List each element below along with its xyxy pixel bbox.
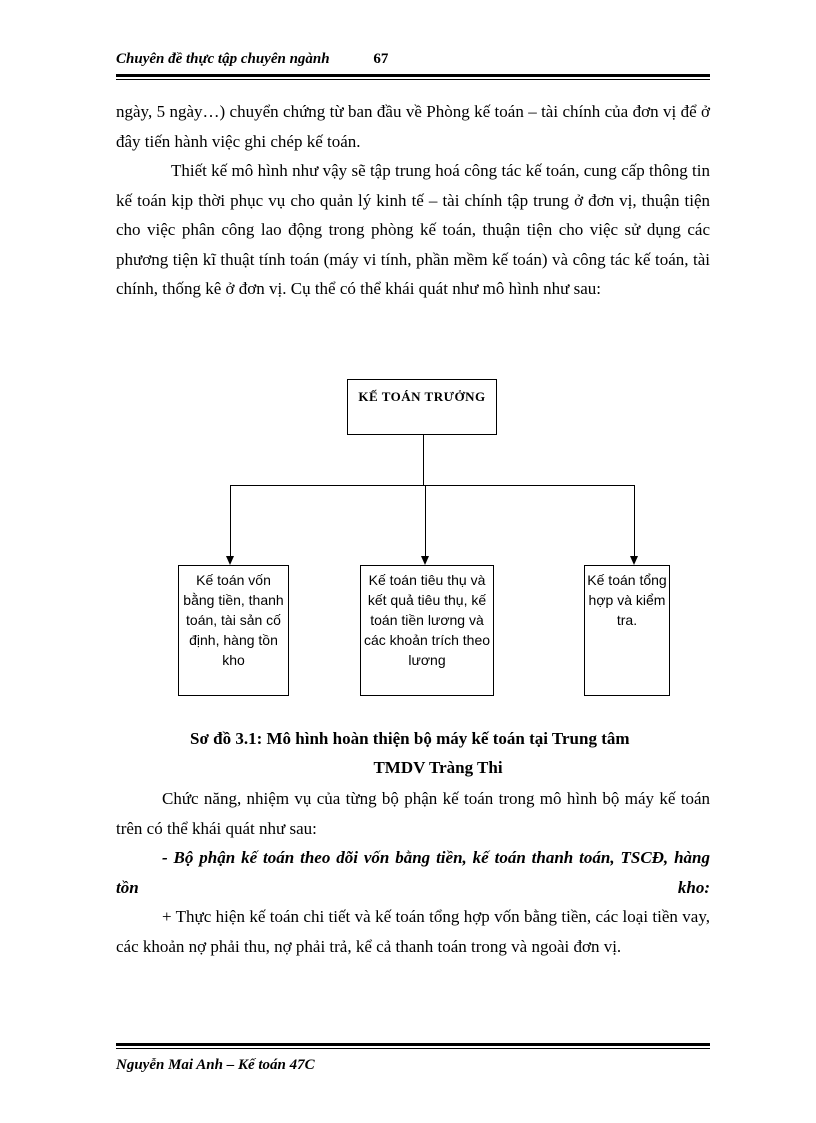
connector-vertical-main	[423, 435, 424, 485]
page-footer	[116, 1043, 710, 1074]
diagram-caption	[116, 724, 710, 782]
connector-middle	[425, 485, 426, 557]
paragraph-2: Thiết kế mô hình như vậy sẽ tập trung hoá công tác kế toán, cung cấp thông tin kế toán kịp thời phục vụ cho quản lý kinh tế – tài chính tập trung ở đơn vị, thuận tiện cho việc phân công lao động trong phòng kế toán, thuận tiện cho việc sử dụng các phương tiện kĩ thuật tính toán (máy vi tính, phần mềm kế toán) và công tác kế toán, tài chính, thống kê ở đơn vị. Cụ thể có thể khái quát như mô hình như sau:	[116, 161, 710, 298]
header-line	[116, 48, 710, 70]
page-header	[116, 48, 710, 80]
paragraph-5: + Thực hiện kế toán chi tiết và kế toán tổng hợp vốn bằng tiền, các loại tiền vay, các khoản nợ phải thu, nợ phải trả, kể cả thanh toán trong và ngoài đơn vị.	[116, 907, 710, 956]
arrow-right	[630, 556, 638, 565]
page-number: 67	[373, 51, 389, 67]
general-accounting-box: Kế toán tổng hợp và kiểm tra.	[584, 565, 670, 696]
footer-rule-thick	[116, 1043, 710, 1046]
footer-author: Nguyễn Mai Anh – Kế toán 47C	[116, 1057, 315, 1073]
cash-assets-accounting-box: Kế toán vốn bằng tiền, thanh toán, tài sản cố định, hàng tồn kho	[178, 565, 289, 696]
arrow-left	[226, 556, 234, 565]
paragraph-4: - Bộ phận kế toán theo dõi vốn bằng tiền, kế toán thanh toán, TSCĐ, hàng tồn kho:	[116, 848, 710, 897]
caption-line-2: TMDV Tràng Thi	[373, 758, 503, 777]
footer-rule-thin	[116, 1048, 710, 1049]
connector-left	[230, 485, 231, 557]
header-rule-thin	[116, 79, 710, 80]
sales-payroll-accounting-box: Kế toán tiêu thụ và kết quả tiêu thụ, kế toán tiền lương và các khoản trích theo lương	[360, 565, 494, 696]
body-text-top	[116, 97, 710, 304]
paragraph-1: ngày, 5 ngày…) chuyển chứng từ ban đầu về Phòng kế toán – tài chính của đơn vị để ở đây tiến hành việc ghi chép kế toán.	[116, 102, 710, 151]
caption-line-1: Sơ đồ 3.1: Mô hình hoàn thiện bộ máy kế toán tại Trung tâm	[190, 729, 630, 748]
chief-accountant-box: KẾ TOÁN TRƯỞNG	[347, 379, 497, 435]
arrow-middle	[421, 556, 429, 565]
org-diagram	[175, 377, 675, 697]
header-title: Chuyên đề thực tập chuyên ngành	[116, 51, 330, 67]
header-rule-thick	[116, 74, 710, 77]
connector-horizontal	[230, 485, 634, 486]
connector-right	[634, 485, 635, 557]
body-text-bottom	[116, 784, 710, 961]
paragraph-3: Chức năng, nhiệm vụ của từng bộ phận kế toán trong mô hình bộ máy kế toán trên có thể khái quát như sau:	[116, 789, 710, 838]
